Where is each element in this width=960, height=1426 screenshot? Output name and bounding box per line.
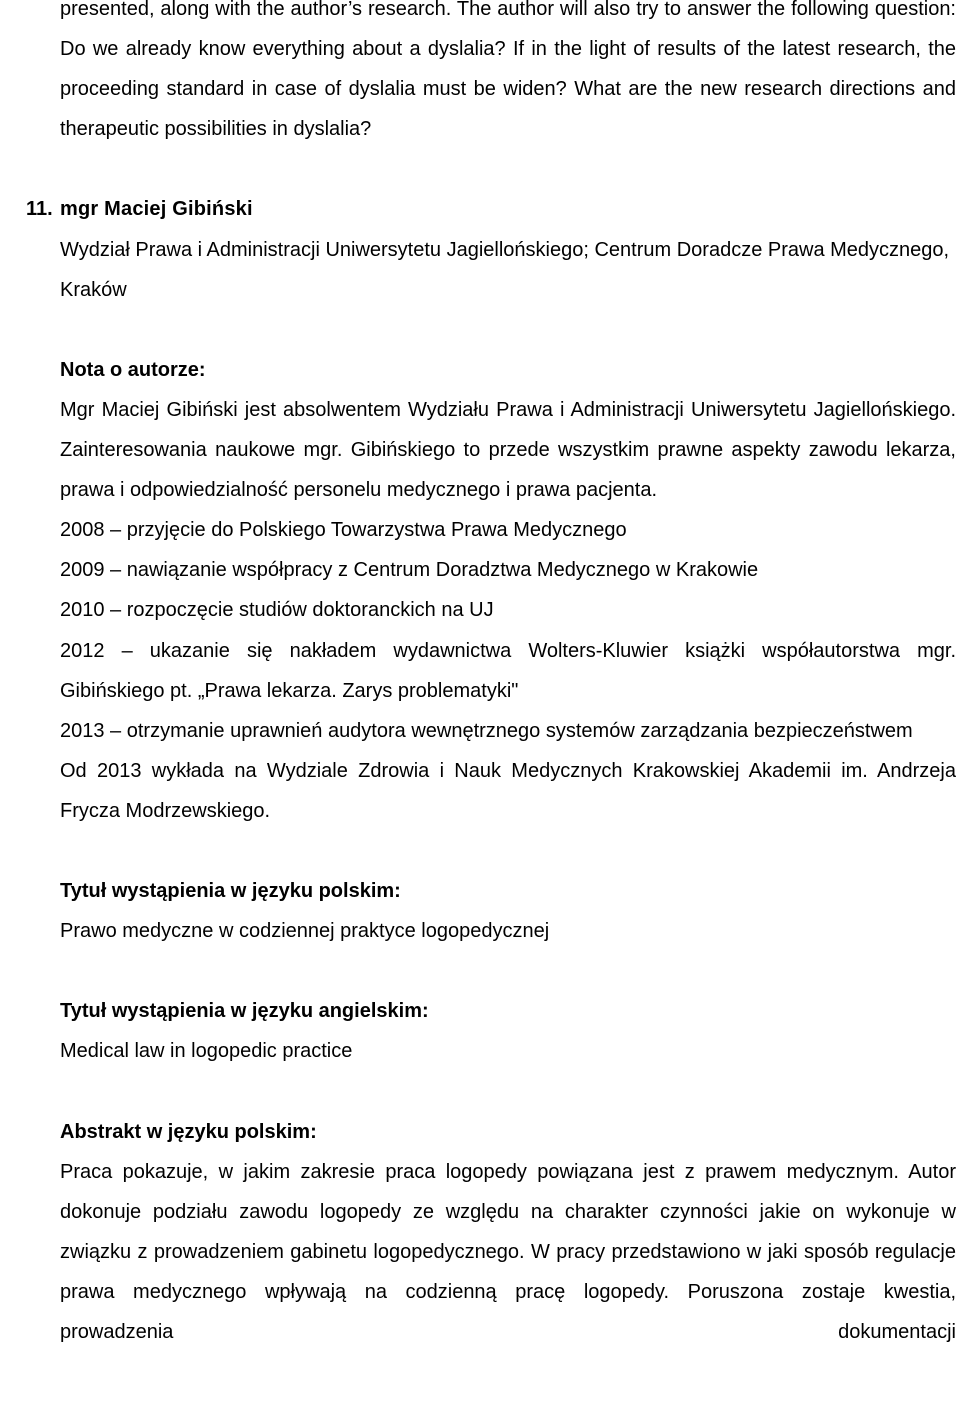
title-pl-text: Prawo medyczne w codziennej praktyce logopedycznej — [60, 920, 550, 943]
abstract-heading: Abstrakt w języku polskim: — [60, 1120, 317, 1143]
author-note-heading: Nota o autorze: — [60, 358, 206, 381]
spacer — [60, 951, 956, 991]
timeline-item: 2010 – rozpoczęcie studiów doktoranckich na UJ — [60, 599, 494, 622]
title-en-text: Medical law in logopedic practice — [60, 1040, 353, 1063]
abstract-text: Praca pokazuje, w jakim zakresie praca logopedy powiązana jest z prawem medycznym. Autor dokonuje podziału zawodu logopedy ze względu na charakter czynności jakie on wykonuje w związku z prowadzeniem gabinetu logopedycznego. W pracy przedstawiono w jaki sposób regulacje prawa medycznego wpływają na codzienną pracę logopedy. Poruszona zostaje kwestia, prowadzenia dokumentacji — [60, 1160, 956, 1344]
entry-heading — [26, 189, 956, 229]
timeline-item: 2012 – ukazanie się nakładem wydawnictwa Wolters-Kluwier książki współautorstwa mgr. Gibińskiego pt. „Prawa lekarza. Zarys problematyki" — [60, 639, 956, 702]
author-name: mgr Maciej Gibiński — [60, 198, 253, 221]
timeline-item: 2008 – przyjęcie do Polskiego Towarzystwa Prawa Medycznego — [60, 519, 627, 542]
spacer — [60, 310, 956, 350]
spacer — [60, 149, 956, 189]
timeline-item: 2013 – otrzymanie uprawnień audytora wewnętrznego systemów zarządzania bezpieczeństwem — [60, 719, 913, 742]
title-en-heading: Tytuł wystąpienia w języku angielskim: — [60, 1000, 429, 1023]
intro-paragraph: presented, along with the author’s research. The author will also try to answer the following question: Do we already know everything about a dyslalia? If in the light of results of the latest research, the proceeding standard in case of dyslalia must be widen? What are the new research directions and therapeutic possibilities in dyslalia? — [60, 0, 956, 141]
title-pl-heading: Tytuł wystąpienia w języku polskim: — [60, 880, 401, 903]
spacer — [60, 1072, 956, 1112]
entry-number: 11. — [26, 198, 53, 221]
document-page — [26, 0, 956, 1352]
author-affiliation: Wydział Prawa i Administracji Uniwersytetu Jagiellońskiego; Centrum Doradcze Prawa Medycznego, Kraków — [60, 238, 950, 301]
timeline-item: Od 2013 wykłada na Wydziale Zdrowia i Nauk Medycznych Krakowskiej Akademii im. Andrzeja Frycza Modrzewskiego. — [60, 759, 956, 822]
spacer — [60, 831, 956, 871]
author-note-text: Mgr Maciej Gibiński jest absolwentem Wydziału Prawa i Administracji Uniwersytetu Jagiellońskiego. Zainteresowania naukowe mgr. Gibińskiego to przede wszystkim prawne aspekty zawodu lekarza, prawa i odpowiedzialność personelu medycznego i prawa pacjenta. — [60, 398, 956, 502]
timeline-item: 2009 – nawiązanie współpracy z Centrum Doradztwa Medycznego w Krakowie — [60, 559, 759, 582]
